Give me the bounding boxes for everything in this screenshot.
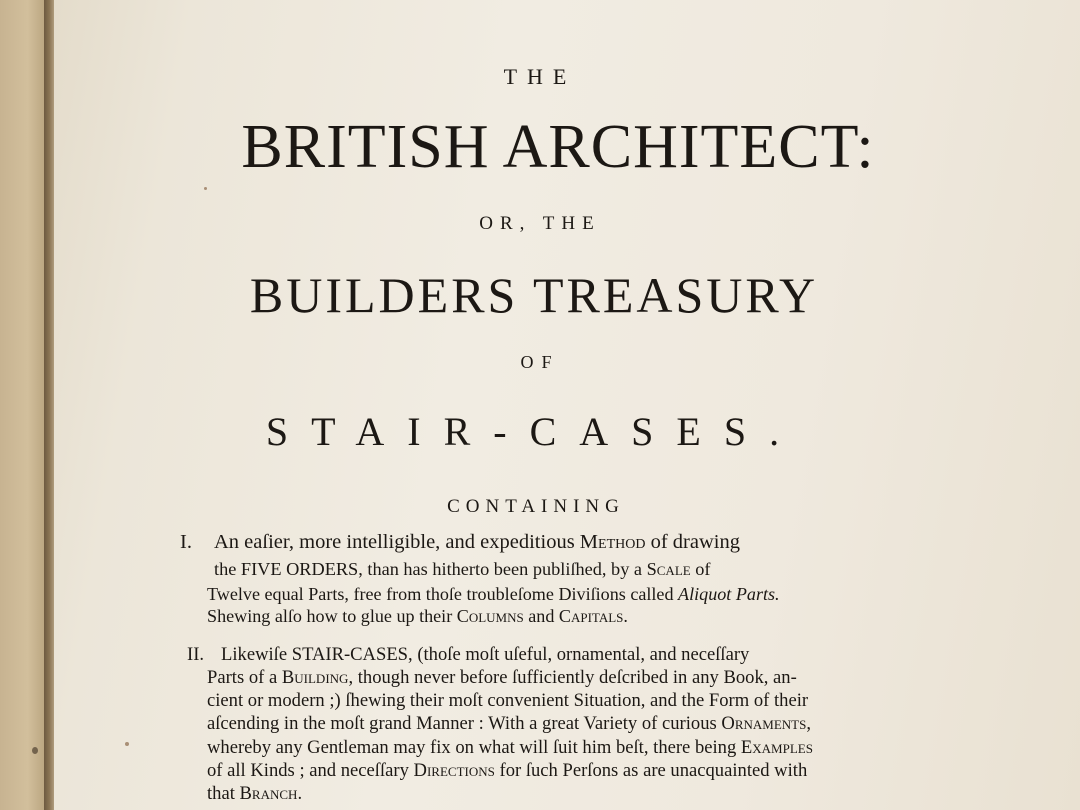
heading-or-the: OR, THE [479,213,601,234]
section-numeral: I. [180,531,192,553]
text-line: the FIVE ORDERS, than has hitherto been publiſhed, by a Scale of [214,559,711,579]
text-line: whereby any Gentleman may fix on what will ſuit him beſt, there being Examples [207,737,813,758]
text-line: cient or modern ;) ſhewing their moſt convenient Situation, and the Form of their [207,690,809,711]
main-title: BRITISH ARCHITECT: [241,113,875,181]
foxing-spot [125,742,129,746]
foxing-spot [204,187,207,190]
text-line: Likewiſe STAIR-CASES, (thoſe moſt uſeful, ornamental, and neceſſary [221,644,750,665]
section-numeral: II. [187,644,205,665]
foxing-spot [32,747,38,754]
heading-containing: CONTAINING [447,496,625,517]
text-line: aſcending in the moſt grand Manner : With a great Variety of curious Ornaments, [207,713,811,734]
heading-the: THE [503,64,577,89]
text-line: Parts of a Building, though never before ſufficiently deſcribed in any Book, an- [207,667,797,688]
text-line: that Branch. [207,783,303,804]
text-line: An eaſier, more intelligible, and expeditious Method of drawing [214,531,740,553]
text-line: Twelve equal Parts, free from thoſe troubleſome Diviſions called Aliquot Parts. [207,584,780,604]
heading-stair-cases: STAIR-CASES. [265,409,803,454]
text-line: Shewing alſo how to glue up their Columns and Capitals. [207,606,628,626]
heading-of: OF [520,352,560,372]
text-line: of all Kinds ; and neceſſary Directions for ſuch Perſons as are unacquainted with [207,760,808,781]
subtitle: BUILDERS TREASURY [249,267,819,323]
